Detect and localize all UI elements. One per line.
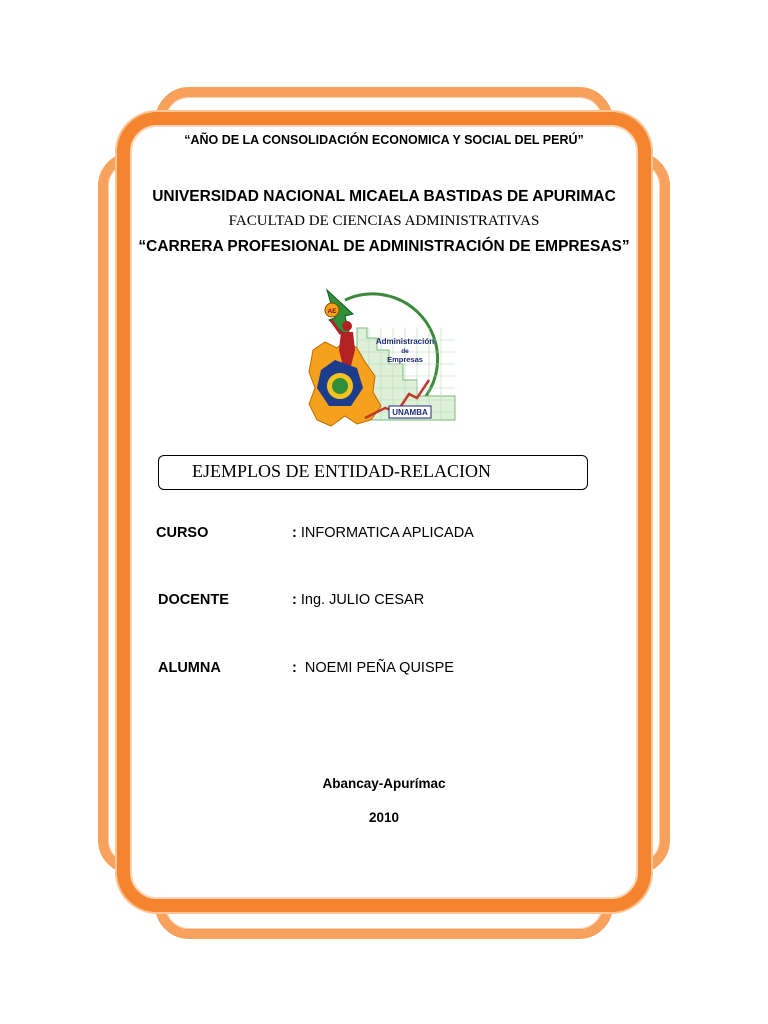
year-motto: “AÑO DE LA CONSOLIDACIÓN ECONOMICA Y SOCIAL DEL PERÚ” [184, 133, 584, 147]
course-value-row [292, 525, 474, 541]
course-value: INFORMATICA APLICADA [300, 525, 474, 541]
logo-text-line2: de [401, 348, 409, 355]
logo-text-line1: Administración [375, 337, 435, 346]
logo-text-line3: Empresas [387, 355, 423, 364]
student-value: NOEMI PEÑA QUISPE [300, 660, 454, 676]
document-title: EJEMPLOS DE ENTIDAD-RELACION [192, 461, 491, 481]
student-label: ALUMNA [158, 660, 221, 676]
document-title-box [158, 455, 588, 490]
course-colon: : [292, 525, 297, 541]
teacher-label: DOCENTE [158, 592, 229, 608]
university-name: UNIVERSIDAD NACIONAL MICAELA BASTIDAS DE APURIMAC [152, 188, 616, 205]
teacher-value: Ing. JULIO CESAR [300, 592, 425, 608]
teacher-value-row [292, 592, 424, 608]
teacher-colon: : [292, 592, 297, 608]
student-value-row [292, 660, 454, 676]
faculty-logo [305, 280, 467, 428]
faculty-name: FACULTAD DE CIENCIAS ADMINISTRATIVAS [228, 213, 540, 229]
logo-badge-text: UNAMBA [392, 408, 428, 417]
career-name: “CARRERA PROFESIONAL DE ADMINISTRACIÓN DE EMPRESAS” [138, 238, 630, 255]
year: 2010 [368, 810, 400, 825]
logo-emblem-text: AE [327, 308, 337, 315]
course-label: CURSO [156, 525, 209, 541]
city: Abancay-Apurímac [322, 776, 446, 791]
student-colon: : [292, 660, 297, 676]
